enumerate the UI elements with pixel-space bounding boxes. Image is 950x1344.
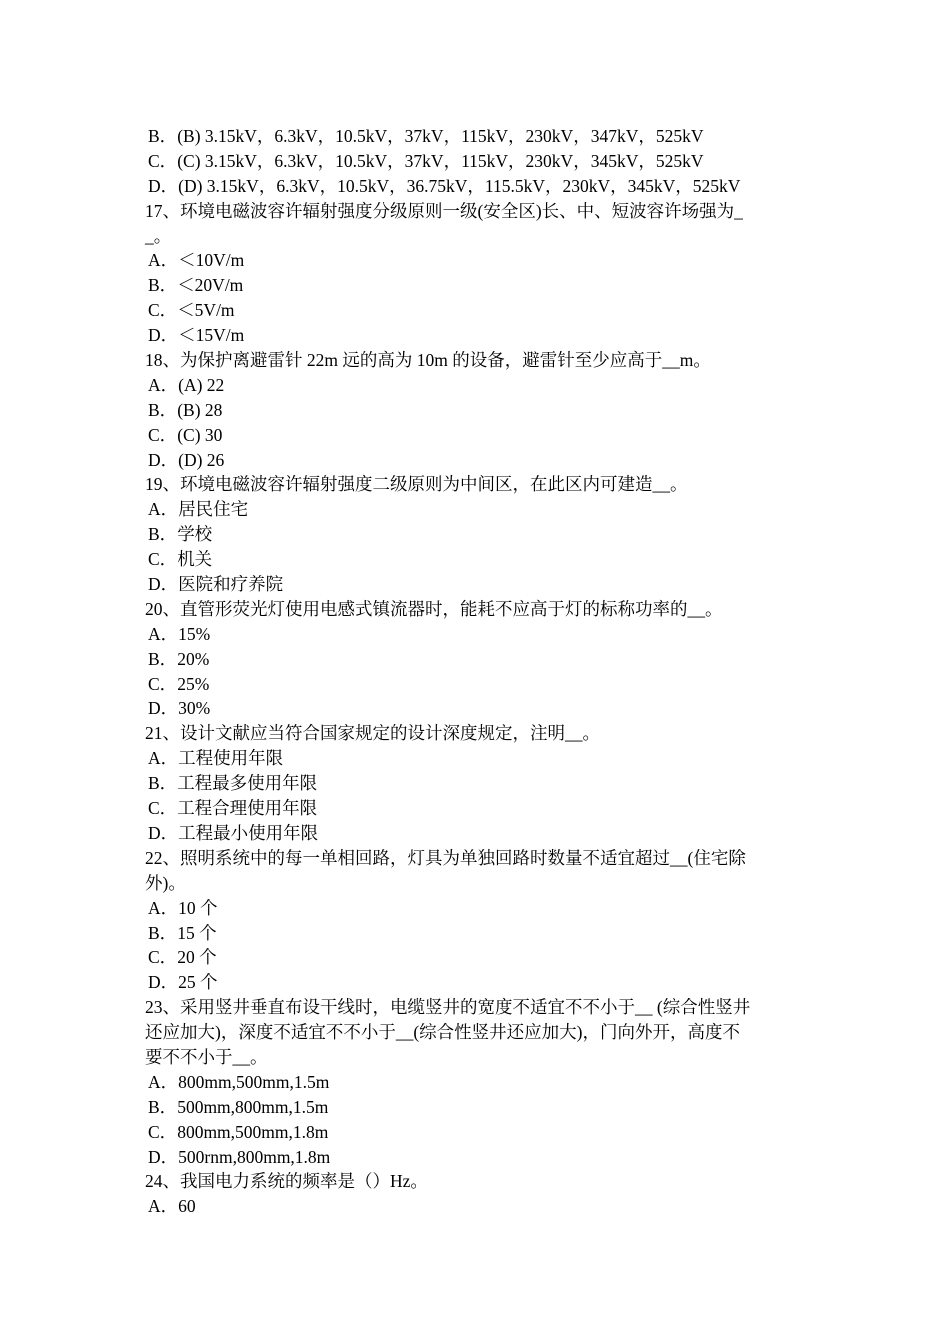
question-22-option-a [145, 896, 813, 921]
option-label: A． [148, 897, 179, 918]
option-text: 20% [177, 648, 210, 669]
option-text: (D) 26 [178, 449, 225, 470]
question-17-stem-line-1: 17、环境电磁波容许辐射强度分级原则一级(安全区)长、中、短波容许场强为_ [145, 200, 743, 221]
question-17-option-d [145, 323, 813, 348]
question-17-stem-line-2: _。 [145, 225, 172, 246]
option-text: (B) 28 [177, 399, 223, 420]
question-20-stem: 20、直管形荧光灯使用电感式镇流器时，能耗不应高于灯的标称功率的__。 [145, 598, 723, 619]
option-label: B． [148, 399, 178, 420]
question-22-option-b [145, 921, 813, 946]
question-18-stem: 18、为保护离避雷针 22m 远的高为 10m 的设备，避雷针至少应高于__m。 [145, 350, 711, 371]
option-label: A． [148, 250, 179, 271]
option-text: ＜10V/m [178, 250, 245, 271]
question-24-stem: 24、我国电力系统的频率是（）Hz。 [145, 1171, 428, 1192]
option-text: 工程最小使用年限 [178, 822, 319, 843]
question-23-option-d [145, 1145, 813, 1170]
option-label: C． [148, 673, 178, 694]
question-21-option-b [145, 771, 813, 796]
question-19-option-d [145, 572, 813, 597]
option-text: (A) 22 [178, 374, 225, 395]
option-label: C． [148, 300, 178, 321]
option-label: A． [148, 748, 179, 769]
option-text: 工程使用年限 [178, 748, 284, 769]
option-label: A． [148, 623, 179, 644]
option-d-prev [145, 174, 813, 199]
option-text: 500mm,800mm,1.5m [177, 1096, 329, 1117]
option-c-prev [145, 149, 813, 174]
question-23-option-b [145, 1095, 813, 1120]
option-text: ＜5V/m [177, 300, 235, 321]
question-18-option-a [145, 373, 813, 398]
option-text: 机关 [177, 549, 213, 570]
option-label: A． [148, 1071, 179, 1092]
option-text: ＜15V/m [178, 325, 245, 346]
question-21-stem: 21、设计文献应当符合国家规定的设计深度规定，注明__。 [145, 723, 600, 744]
question-22-stem-line-2: 外)。 [145, 872, 186, 893]
option-text: (C) 3.15kV，6.3kV，10.5kV，37kV，115kV，230kV，345kV，525kV [177, 150, 704, 171]
option-text: (C) 30 [177, 424, 223, 445]
question-22-option-d [145, 970, 813, 995]
option-label: B． [148, 773, 178, 794]
option-text: (D) 3.15kV，6.3kV，10.5kV，36.75kV，115.5kV，230kV，345kV，525kV [178, 175, 741, 196]
question-20-option-a [145, 622, 813, 647]
option-label: B． [148, 922, 178, 943]
question-19-option-a [145, 497, 813, 522]
question-23-option-c [145, 1120, 813, 1145]
question-23-option-a [145, 1070, 813, 1095]
question-18-option-c [145, 423, 813, 448]
question-23-stem-line-3: 要不不小于__。 [145, 1046, 268, 1067]
option-label: D． [148, 698, 179, 719]
option-label: D． [148, 175, 179, 196]
question-19-option-c [145, 547, 813, 572]
option-text: 500rnm,800mm,1.8m [178, 1146, 331, 1167]
question-18-option-b [145, 398, 813, 423]
question-17-option-a [145, 248, 813, 273]
option-label: D． [148, 1146, 179, 1167]
question-23-stem-line-2: 还应加大)，深度不适宜不不小于__(综合性竖井还应加大)，门向外开，高度不 [145, 1022, 740, 1043]
question-20-option-c [145, 672, 813, 697]
question-23-stem-line-1: 23、采用竖井垂直布设干线时，电缆竖井的宽度不适宜不不小于__ (综合性竖井 [145, 997, 751, 1018]
option-text: 30% [178, 698, 211, 719]
option-label: D． [148, 449, 179, 470]
option-label: C． [148, 1121, 178, 1142]
question-17-option-c [145, 298, 813, 323]
option-label: D． [148, 574, 179, 595]
option-text: ＜20V/m [177, 275, 244, 296]
option-label: B． [148, 648, 178, 669]
option-label: A． [148, 374, 179, 395]
option-text: 工程最多使用年限 [177, 773, 318, 794]
question-20-option-d [145, 696, 813, 721]
option-text: (B) 3.15kV，6.3kV，10.5kV，37kV，115kV，230kV，347kV，525kV [177, 126, 704, 146]
question-24-option-a [145, 1194, 813, 1219]
option-text: 20 个 [177, 947, 217, 968]
question-21-option-a [145, 746, 813, 771]
option-text: 25 个 [178, 972, 218, 993]
option-text: 医院和疗养院 [178, 574, 284, 595]
option-text: 10 个 [178, 897, 218, 918]
option-label: D． [148, 325, 179, 346]
option-text: 15 个 [177, 922, 217, 943]
option-label: B． [148, 1096, 178, 1117]
option-text: 15% [178, 623, 211, 644]
document-body [145, 124, 813, 1219]
option-text: 学校 [177, 524, 213, 545]
option-label: C． [148, 947, 178, 968]
option-text: 25% [177, 673, 210, 694]
question-17-option-b [145, 273, 813, 298]
option-label: D． [148, 972, 179, 993]
option-label: B． [148, 275, 178, 296]
option-label: C． [148, 798, 178, 819]
option-label: B． [148, 126, 178, 146]
option-text: 800mm,500mm,1.5m [178, 1071, 330, 1092]
option-label: B． [148, 524, 178, 545]
question-22-option-c [145, 945, 813, 970]
question-21-option-c [145, 796, 813, 821]
option-label: A． [148, 499, 179, 520]
option-label: C． [148, 424, 178, 445]
option-label: C． [148, 150, 178, 171]
question-19-option-b [145, 522, 813, 547]
option-label: D． [148, 822, 179, 843]
option-text: 60 [178, 1196, 196, 1217]
option-label: A． [148, 1196, 179, 1217]
option-b-prev [145, 124, 813, 149]
question-18-option-d [145, 448, 813, 473]
option-label: C． [148, 549, 178, 570]
option-text: 800mm,500mm,1.8m [177, 1121, 329, 1142]
question-19-stem: 19、环境电磁波容许辐射强度二级原则为中间区，在此区内可建造__。 [145, 474, 688, 495]
question-21-option-d [145, 821, 813, 846]
option-text: 工程合理使用年限 [177, 798, 318, 819]
option-text: 居民住宅 [178, 499, 249, 520]
question-22-stem-line-1: 22、照明系统中的每一单相回路，灯具为单独回路时数量不适宜超过__(住宅除 [145, 847, 746, 868]
question-20-option-b [145, 647, 813, 672]
